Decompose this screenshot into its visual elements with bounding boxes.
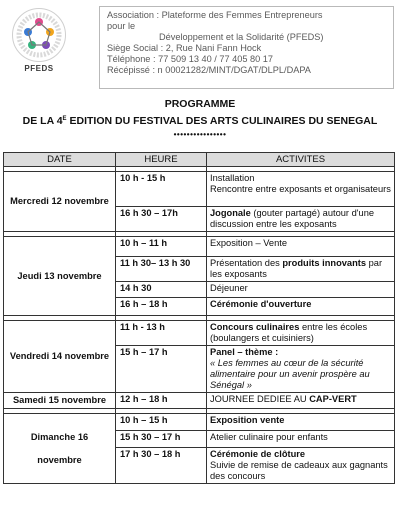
- table-row: [4, 393, 395, 409]
- time-cell: 16 h 30 – 17h: [116, 207, 207, 232]
- time-cell: 17 h 30 – 18 h: [116, 448, 207, 484]
- activity-cell: Atelier culinaire pour enfants: [207, 431, 395, 448]
- logo-name: PFEDS: [24, 64, 54, 73]
- page-title: PROGRAMME: [164, 98, 236, 110]
- time-cell: 11 h 30– 13 h 30: [116, 257, 207, 282]
- schedule-table: [3, 152, 395, 484]
- table-row: [4, 237, 395, 257]
- association-name-end: Développement et la Solidarité (PFEDS): [159, 32, 324, 42]
- activity-cell: JOURNEE DEDIEE AU CAP-VERT: [207, 393, 395, 409]
- time-cell: 10 h - 15 h: [116, 172, 207, 207]
- day-cell-wednesday: Mercredi 12 novembre: [4, 172, 116, 232]
- time-cell: 10 h – 11 h: [116, 237, 207, 257]
- association-receipt: Récépissé : n 00021282/MINT/DGAT/DLPL/DAPA: [107, 65, 311, 75]
- day-cell-sunday: Dimanche 16 novembre: [4, 414, 116, 484]
- activity-cell: Présentation des produits innovants par les exposants: [207, 257, 395, 282]
- header-date: DATE: [4, 153, 116, 167]
- time-cell: 12 h – 18 h: [116, 393, 207, 409]
- activity-cell: Cérémonie d'ouverture: [207, 298, 395, 316]
- association-address: Siège Social : 2, Rue Nani Fann Hock: [107, 43, 262, 53]
- activity-cell: Panel – thème : « Les femmes au cœur de la sécurité alimentaire pour un avenir prospère au Sénégal »: [207, 346, 395, 393]
- day-cell-thursday: Jeudi 13 novembre: [4, 237, 116, 316]
- table-header-row: [4, 153, 395, 167]
- time-cell: 10 h – 15 h: [116, 414, 207, 431]
- association-info-box: [99, 6, 394, 89]
- time-cell: 16 h – 18 h: [116, 298, 207, 316]
- pfeds-logo: [6, 6, 72, 78]
- association-cut-line: [107, 76, 393, 82]
- header-activities: ACTIVITES: [207, 153, 395, 167]
- time-cell: 14 h 30: [116, 282, 207, 298]
- page-subtitle: DE LA $4^E$ EDITION DU FESTIVAL DES ARTS CULINAIRES DU SENEGAL: [22, 115, 378, 127]
- header-time: HEURE: [116, 153, 207, 167]
- activity-cell: Installation Rencontre entre exposants et organisateurs: [207, 172, 395, 207]
- table-row: [4, 172, 395, 207]
- activity-cell: Déjeuner: [207, 282, 395, 298]
- association-name-cont: pour le: [107, 21, 136, 31]
- time-cell: 15 h – 17 h: [116, 346, 207, 393]
- title-separator-dots: ••••••••••••••••: [173, 130, 227, 139]
- activity-cell: Exposition – Vente: [207, 237, 395, 257]
- day-cell-friday: Vendredi 14 novembre: [4, 321, 116, 393]
- activity-cell: Concours culinaires entre les écoles (boulangers et cuisiniers): [207, 321, 395, 346]
- time-cell: 15 h 30 – 17 h: [116, 431, 207, 448]
- activity-cell: Exposition vente: [207, 414, 395, 431]
- day-cell-saturday: Samedi 15 novembre: [4, 393, 116, 409]
- table-row: [4, 321, 395, 346]
- table-row: [4, 414, 395, 431]
- logo-emblem-icon: [6, 6, 72, 66]
- activity-cell: Cérémonie de clôture Suivie de remise de cadeaux aux gagnants des concours: [207, 448, 395, 484]
- association-phone: Téléphone : 77 509 13 40 / 77 405 80 17: [107, 54, 274, 64]
- association-name: Association : Plateforme des Femmes Entrepreneurs: [107, 10, 323, 20]
- time-cell: 11 h - 13 h: [116, 321, 207, 346]
- activity-cell: Jogonale (gouter partagé) autour d'une discussion entre les exposants: [207, 207, 395, 232]
